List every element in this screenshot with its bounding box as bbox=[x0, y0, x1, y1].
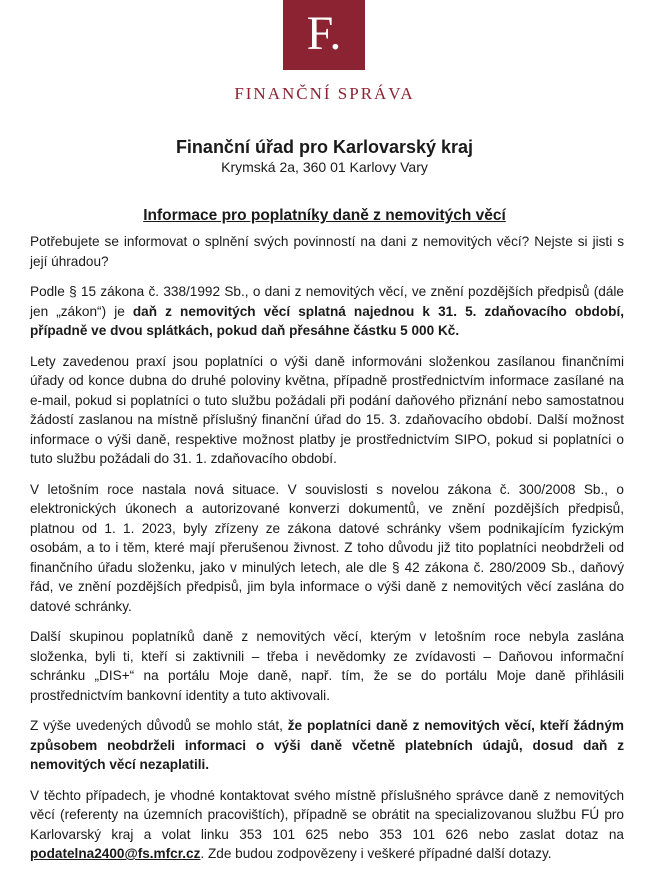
paragraph-7-text: V těchto případech, je vhodné kontaktovat svého místně příslušného správce daně z nemovitých věcí (referenty na územních pracovištích), případně se obrátit na specializovanou službu FÚ pro Karlovarský kraj a volat linku 353 101 625 nebo 353 101 626 nebo zaslat dotaz na bbox=[30, 787, 624, 842]
paragraph-7 bbox=[30, 786, 624, 864]
email-link[interactable]: podatelna2400@fs.mfcr.cz bbox=[30, 846, 201, 861]
paragraph-2 bbox=[30, 282, 624, 341]
paragraph-7-end: . Zde budou zodpovězeny i veškeré případné další dotazy. bbox=[200, 846, 552, 861]
document-body bbox=[30, 232, 624, 875]
paragraph-2-emphasis: daň z nemovitých věcí splatná najednou k 31. 5. zdaňovacího období, případně ve dvou splátkách, pokud daň přesáhne částku 5 000 Kč. bbox=[30, 303, 625, 338]
paragraph-6 bbox=[30, 716, 624, 775]
paragraph-6-text: Z výše uvedených důvodů se mohlo stát, bbox=[30, 718, 288, 733]
paragraph-6-emphasis: že poplatníci daně z nemovitých věcí, kteří žádným způsobem neobdrželi informaci o výši daně včetně platebních údajů, dosud daň z nemovitých věcí nezaplatili. bbox=[30, 718, 624, 772]
paragraph-3: Lety zavedenou praxí jsou poplatníci o výši daně informováni složenkou zasílanou finančními úřady od konce dubna do druhé poloviny května, případně prostřednictvím informace zasílané na e-mail, pokud si poplatníci o tuto službu požádali při podání daňového přiznání nebo samostatnou žádostí zaslanou na místně příslušný finanční úřad do 15. 3. zdaňovacího období. Další možnost informace o výši daně, respektive možnost platby je prostřednictvím SIPO, pokud si poplatníci o tuto službu požádali do 31. 1. zdaňovacího období. bbox=[30, 353, 624, 466]
paragraph-4: V letošním roce nastala nová situace. V souvislosti s novelou zákona č. 300/2008 Sb., o elektronických úkonech a autorizované konverzi dokumentů, ve znění pozdějších předpisů, platnou od 1. 1. 2023, byly zřízeny ze zákona datové schránky všem podnikajícím fyzickým osobám, a to i těm, které mají přerušenou živnost. Z toho důvodu již tito poplatníci neobdrželi od finančního úřadu složenku, jako v minulých letech, ale dle § 42 zákona č. 280/2009 Sb., daňový řád, ve znění pozdějších předpisů, jim byla informace o výši daně z nemovitých věcí zaslána do datové schránky. bbox=[30, 481, 624, 614]
paragraph-1: Potřebujete se informovat o splnění svých povinností na dani z nemovitých věcí? Nejste si jisti s její úhradou? bbox=[30, 234, 624, 269]
office-address: Krymská 2a, 360 01 Karlovy Vary bbox=[221, 159, 428, 175]
paragraph-5: Další skupinou poplatníků daně z nemovitých věcí, kterým v letošním roce nebyla zaslána složenka, byli ti, kteří si zaktivnili – třeba i nevědomky ze zvídavosti – Daňovou informační schránku „DIS+“ na portálu Moje daně, např. tím, že se do portálu Moje daně přihlásili prostřednictvím bankovní identity a tuto aktivovali. bbox=[30, 629, 624, 703]
document-title: Informace pro poplatníky daně z nemovitých věcí bbox=[143, 207, 506, 224]
office-name: Finanční úřad pro Karlovarský kraj bbox=[175, 137, 474, 157]
logo-letter: F. bbox=[306, 7, 342, 60]
brand-name: FINANČNÍ SPRÁVA bbox=[234, 84, 415, 103]
paragraph-2-text: Podle § 15 zákona č. 338/1992 Sb., o dani z nemovitých věcí, ve znění pozdějších předpisů (dále jen „zákon“) je bbox=[30, 284, 624, 319]
logo-mark bbox=[283, 0, 365, 70]
